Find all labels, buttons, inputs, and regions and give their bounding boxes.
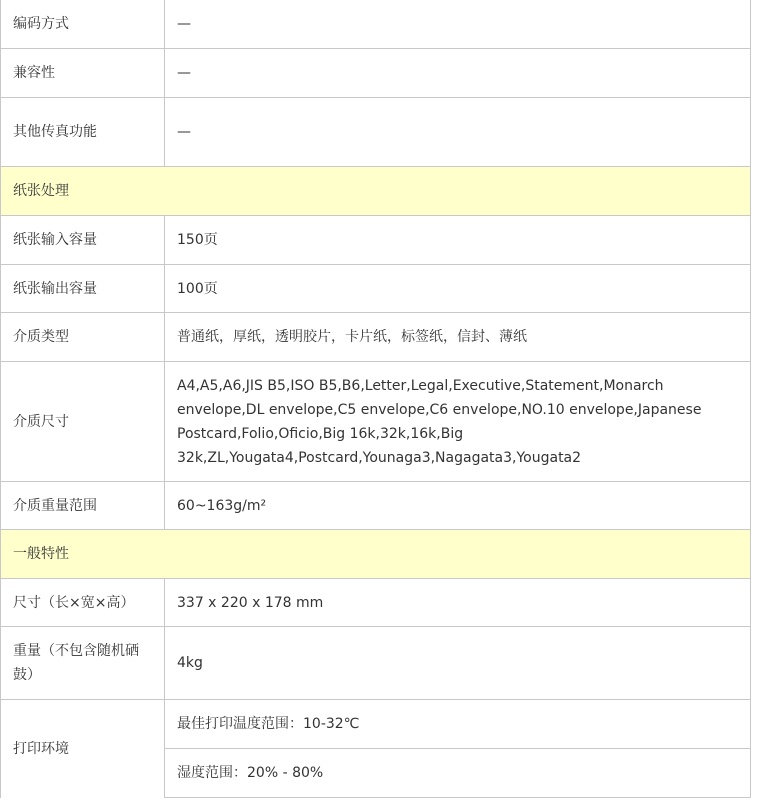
row-value-media-size: A4,A5,A6,JIS B5,ISO B5,B6,Letter,Legal,Executive,Statement,Monarch envelope,DL envelope,C5 envelope,C6 envelope,NO.10 envelope,Japanese Postcard,Folio,Oficio,Big 16k,32k,16k,Big 32k,ZL,Yougata4,Postcard,Younaga3,Nagagata3,Yougata2 bbox=[165, 362, 751, 482]
section-title-general: 一般特性 bbox=[1, 530, 751, 579]
table-row bbox=[1, 313, 751, 362]
row-value-input-capacity: 150页 bbox=[165, 216, 751, 265]
row-value-temperature: 最佳打印温度范围：10-32℃ bbox=[165, 700, 751, 749]
row-label-weight: 重量（不包含随机硒鼓） bbox=[1, 627, 165, 700]
row-value-output-capacity: 100页 bbox=[165, 265, 751, 313]
table-row bbox=[1, 265, 751, 313]
row-value-weight: 4kg bbox=[165, 627, 751, 700]
table-row bbox=[1, 700, 751, 749]
row-label-otherfax: 其他传真功能 bbox=[1, 98, 165, 167]
row-label-input-capacity: 纸张输入容量 bbox=[1, 216, 165, 265]
table-row bbox=[1, 579, 751, 627]
row-label-media-weight: 介质重量范围 bbox=[1, 482, 165, 530]
table-row bbox=[1, 482, 751, 530]
section-header-general bbox=[1, 530, 751, 579]
row-value-encoding: — bbox=[165, 0, 751, 49]
row-label-environment: 打印环境 bbox=[1, 700, 165, 798]
row-value-compat: — bbox=[165, 49, 751, 98]
row-label-encoding: 编码方式 bbox=[1, 0, 165, 49]
table-row bbox=[1, 216, 751, 265]
row-label-dimensions: 尺寸（长×宽×高） bbox=[1, 579, 165, 627]
row-label-media-type: 介质类型 bbox=[1, 313, 165, 362]
row-value-media-weight: 60~163g/m² bbox=[165, 482, 751, 530]
row-label-compat: 兼容性 bbox=[1, 49, 165, 98]
table-row bbox=[1, 362, 751, 482]
row-value-dimensions: 337 x 220 x 178 mm bbox=[165, 579, 751, 627]
section-title-paper: 纸张处理 bbox=[1, 167, 751, 216]
table-row bbox=[1, 0, 751, 49]
row-label-output-capacity: 纸张输出容量 bbox=[1, 265, 165, 313]
table-row bbox=[1, 627, 751, 700]
table-row bbox=[1, 49, 751, 98]
section-header-paper bbox=[1, 167, 751, 216]
row-value-otherfax: — bbox=[165, 98, 751, 167]
row-value-media-type: 普通纸，厚纸，透明胶片，卡片纸，标签纸，信封、薄纸 bbox=[165, 313, 751, 362]
row-value-humidity: 湿度范围：20% - 80% bbox=[165, 749, 751, 798]
row-label-media-size: 介质尺寸 bbox=[1, 362, 165, 482]
table-row bbox=[1, 98, 751, 167]
